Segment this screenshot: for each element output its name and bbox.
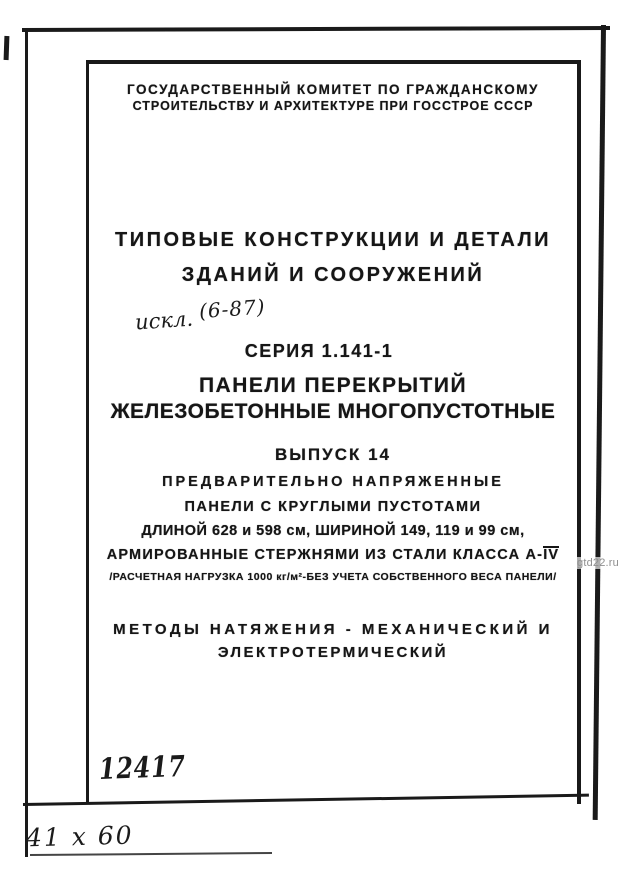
series-title-line2: ЗДАНИЙ И СООРУЖЕНИЙ <box>181 264 485 286</box>
design-load-note: /РАСЧЕТНАЯ НАГРУЗКА 1000 кг/м²-БЕЗ УЧЕТА СОБСТВЕННОГО ВЕСА ПАНЕЛИ/ <box>109 571 557 583</box>
tensioning-methods-line1: МЕТОДЫ НАТЯЖЕНИЯ - МЕХАНИЧЕСКИЙ И <box>113 621 553 638</box>
subject-line1: ПАНЕЛИ ПЕРЕКРЫТИЙ <box>198 374 468 397</box>
subject-line2: ЖЕЛЕЗОБЕТОННЫЕ МНОГОПУСТОТНЫЕ <box>110 400 556 423</box>
handwritten-underline <box>30 852 272 856</box>
steel-grade-roman-numeral: IV <box>543 547 560 563</box>
outer-frame-top-line <box>22 26 610 32</box>
committee-header-line1: ГОСУДАРСТВЕННЫЙ КОМИТЕТ ПО ГРАЖДАНСКОМУ <box>127 82 539 97</box>
description-dimensions: ДЛИНОЙ 628 и 598 см, ШИРИНОЙ 149, 119 и 99 см, <box>141 523 525 539</box>
title-page-frame <box>86 60 581 804</box>
handwritten-size-annotation: 41 х 60 <box>25 820 134 853</box>
handwritten-note-word: искл. <box>134 306 194 335</box>
handwritten-note-parenthetical: (6-87) <box>198 294 267 324</box>
outer-frame-left-line <box>25 28 28 857</box>
tensioning-methods-line2: ЭЛЕКТРОТЕРМИЧЕСКИЙ <box>217 644 449 661</box>
watermark-text: gtd22.ru <box>577 557 619 569</box>
handwritten-exclusion-note <box>134 294 267 335</box>
reinforcement-text: АРМИРОВАННЫЕ СТЕРЖНЯМИ ИЗ СТАЛИ КЛАССА А- <box>106 547 544 563</box>
description-line1: ПРЕДВАРИТЕЛЬНО НАПРЯЖЕННЫЕ <box>162 474 504 490</box>
series-number: СЕРИЯ 1.141-1 <box>244 341 394 361</box>
scan-edge-artifact <box>4 36 10 60</box>
outer-frame-right-line <box>593 25 606 820</box>
description-reinforcement <box>89 546 577 563</box>
issue-number: ВЫПУСК 14 <box>275 445 391 464</box>
series-title-line1: ТИПОВЫЕ КОНСТРУКЦИИ И ДЕТАЛИ <box>114 229 552 251</box>
committee-header-line2: СТРОИТЕЛЬСТВУ И АРХИТЕКТУРЕ ПРИ ГОССТРОЕ СССР <box>132 99 534 113</box>
description-line2: ПАНЕЛИ С КРУГЛЫМИ ПУСТОТАМИ <box>184 499 482 515</box>
handwritten-inventory-number: 12417 <box>98 748 187 786</box>
